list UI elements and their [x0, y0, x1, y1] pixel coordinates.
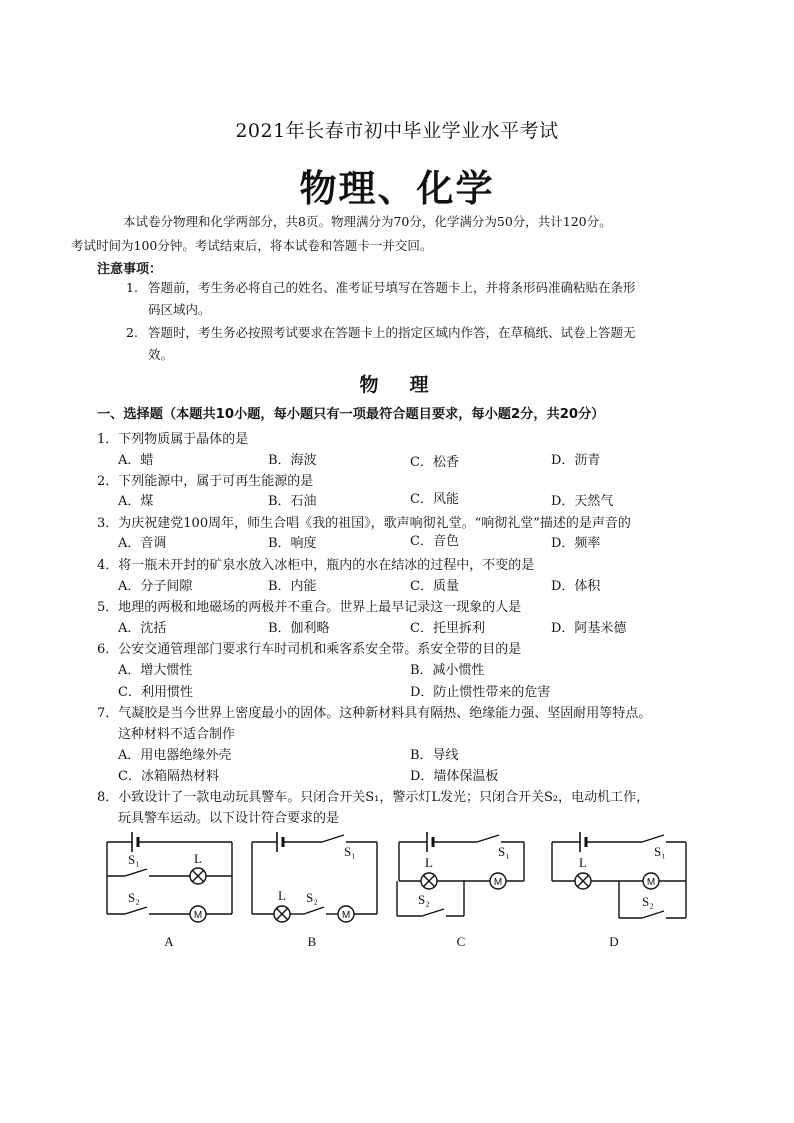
- option-label: B: [307, 934, 317, 949]
- option: A．蜡: [118, 453, 154, 468]
- notice-number: 2.: [126, 325, 138, 340]
- circuit-label: L: [194, 851, 202, 866]
- option: D．沥青: [551, 453, 601, 468]
- circuit-b: [252, 832, 377, 922]
- circuit-label: S₁: [128, 852, 140, 867]
- option: A．音调: [118, 536, 167, 551]
- option: B．响度: [268, 536, 317, 551]
- circuit-label: L: [278, 888, 286, 903]
- circuit-label: L: [579, 855, 587, 870]
- question-stem: 7．气凝胶是当今世界上密度最小的固体。这种新材料具有隔热、绝缘能力强、坚固耐用等特点。: [97, 706, 652, 721]
- motor-label: M: [193, 910, 203, 921]
- motor-label: M: [493, 877, 503, 888]
- option: D．防止惯性带来的危害: [410, 685, 551, 700]
- question-stem-continued: 玩具警车运动。以下设计符合要求的是: [118, 811, 340, 826]
- option: B．导线: [410, 748, 459, 763]
- option: D．天然气: [551, 494, 614, 509]
- question-stem: 4．将一瓶未开封的矿泉水放入冰柜中，瓶内的水在结冰的过程中，不变的是: [97, 558, 535, 573]
- question-stem: 6．公安交通管理部门要求行车时司机和乘客系安全带。系安全带的目的是: [97, 642, 522, 657]
- subject-title: 物理、化学: [299, 167, 495, 210]
- intro-paragraph: [71, 210, 707, 258]
- motor-label: M: [646, 877, 656, 888]
- circuit-label: L: [425, 855, 433, 870]
- exam-title: 2021年长春市初中毕业学业水平考试: [235, 120, 559, 142]
- circuit-label: S₂: [418, 892, 430, 907]
- option: C．托里拆利: [410, 621, 485, 636]
- option: C．利用惯性: [118, 685, 193, 700]
- notice-item-1: [126, 277, 701, 321]
- question-stem: 1．下列物质属于晶体的是: [97, 432, 249, 447]
- intro-line-1: 本试卷分物理和化学两部分，共8页。物理满分为70分，化学满分为50分，共计120分。: [123, 214, 612, 229]
- option: C．风能: [410, 492, 459, 507]
- notice-heading: 注意事项：: [97, 262, 163, 277]
- question-stem: 3．为庆祝建党100周年，师生合唱《我的祖国》，歌声响彻礼堂。“响彻礼堂”描述的是声音的: [97, 516, 631, 531]
- circuit-a: [107, 832, 232, 922]
- option: B．伽利略: [268, 621, 330, 636]
- option: C．松香: [410, 455, 459, 470]
- option: D．阿基米德: [551, 621, 627, 636]
- question-stem-continued: 这种材料不适合制作: [118, 727, 236, 742]
- notice-text-line: 效。: [148, 347, 174, 362]
- circuit-label: S₂: [128, 890, 140, 905]
- option: B．减小惯性: [410, 663, 485, 678]
- option: A．分子间隙: [118, 579, 193, 594]
- question-stem: 5．地理的两极和地磁场的两极并不重合。世界上最早记录这一现象的人是: [97, 600, 522, 615]
- option: A．煤: [118, 494, 154, 509]
- question-stem: 2．下列能源中，属于可再生能源的是: [97, 474, 314, 489]
- part-heading: 一、选择题（本题共10小题，每小题只有一项最符合题目要求，每小题2分，共20分）: [97, 407, 605, 422]
- section-title: 物 理: [359, 374, 435, 396]
- option: A．用电器绝缘外壳: [118, 748, 232, 763]
- option: C．音色: [410, 534, 459, 549]
- circuit-label: S₁: [344, 844, 356, 859]
- notice-text-line: 码区域内。: [148, 302, 211, 317]
- question-stem: 8．小致设计了一款电动玩具警车。只闭合开关S₁，警示灯L发光；只闭合开关S₂，电动机工作，: [97, 790, 650, 805]
- option: B．内能: [268, 579, 317, 594]
- notice-text-line: 答题前，考生务必将自己的姓名、准考证号填写在答题卡上，并将条形码准确粘贴在条形: [148, 280, 636, 295]
- option: B．海波: [268, 453, 317, 468]
- option: D．频率: [551, 536, 601, 551]
- option: B．石油: [268, 494, 317, 509]
- option: A．沈括: [118, 621, 167, 636]
- option: C．冰箱隔热材料: [118, 769, 219, 784]
- notice-item-2: [126, 322, 701, 366]
- circuit-diagrams: [92, 826, 712, 956]
- option: C．质量: [410, 579, 459, 594]
- option-label: D: [609, 934, 619, 949]
- circuit-label: S₂: [306, 890, 318, 905]
- intro-line-2: 考试时间为100分钟。考试结束后，将本试卷和答题卡一并交回。: [71, 238, 433, 253]
- notice-text-line: 答题时，考生务必按照考试要求在答题卡上的指定区域内作答，在草稿纸、试卷上答题无: [148, 325, 636, 340]
- circuit-label: S₁: [654, 844, 666, 859]
- option: D．墙体保温板: [410, 769, 499, 784]
- option-label: C: [456, 934, 466, 949]
- notice-number: 1.: [126, 280, 138, 295]
- option: D．体积: [551, 579, 601, 594]
- circuit-label: S₂: [642, 894, 654, 909]
- option-label: A: [164, 934, 174, 949]
- circuit-d: [552, 832, 686, 918]
- motor-label: M: [341, 910, 351, 921]
- option: A．增大惯性: [118, 663, 193, 678]
- circuit-label: S₁: [498, 844, 510, 859]
